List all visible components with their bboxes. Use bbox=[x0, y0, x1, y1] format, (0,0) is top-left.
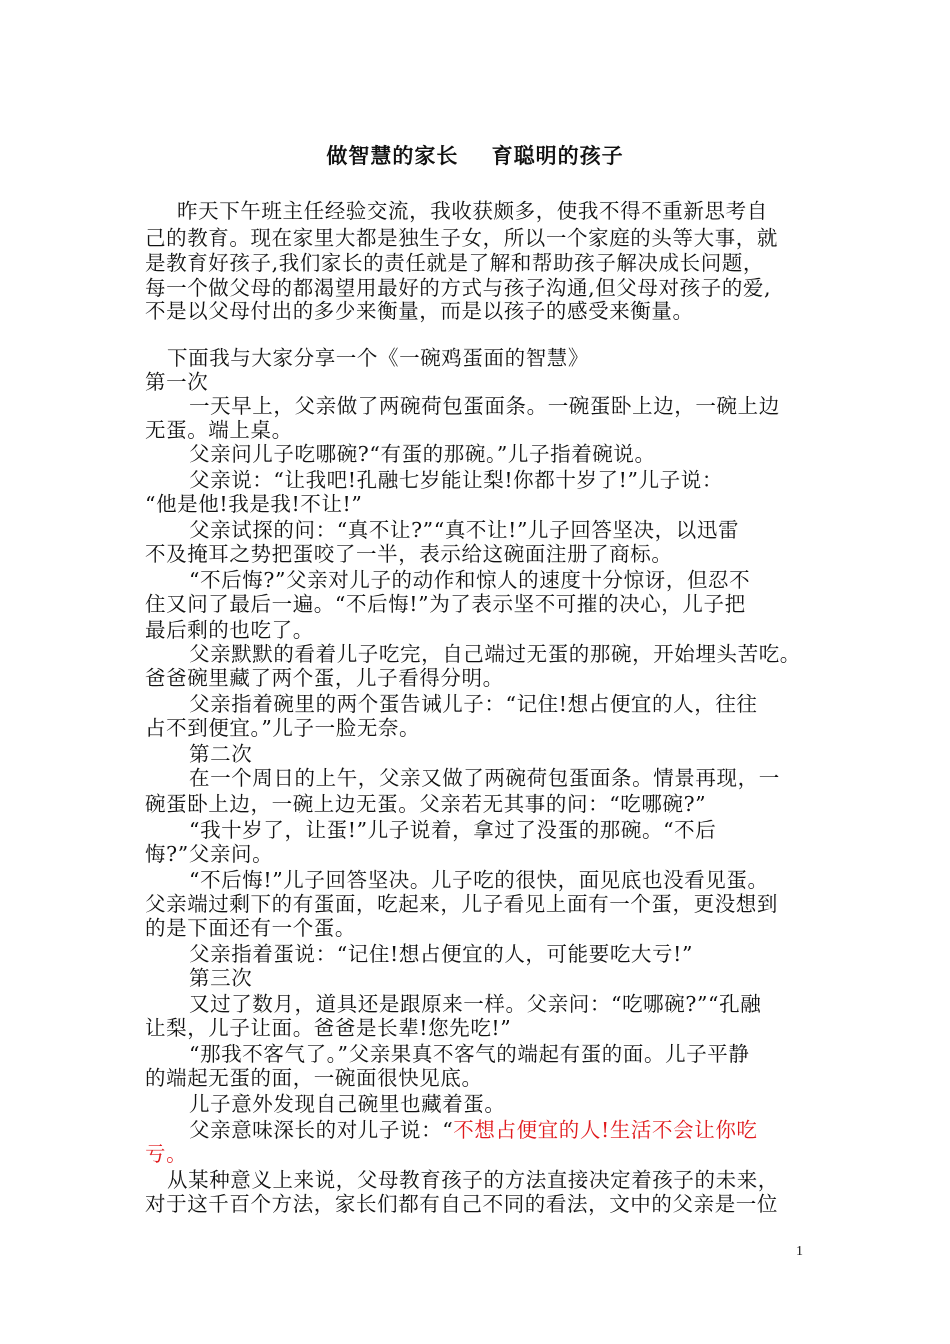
line-text: “不后悔!”儿子回答坚决。儿子吃的很快，面见底也没看见蛋。 bbox=[189, 868, 769, 892]
text-line bbox=[189, 942, 693, 966]
text-line bbox=[145, 492, 362, 516]
line-text: 父亲意味深长的对儿子说：“ bbox=[189, 1118, 454, 1142]
text-line bbox=[189, 468, 723, 492]
text-line bbox=[189, 818, 716, 842]
text-line bbox=[145, 418, 293, 442]
text-line bbox=[189, 766, 780, 790]
text-line bbox=[189, 868, 769, 892]
document-title: 做智慧的家长 育聪明的孩子 bbox=[326, 144, 624, 168]
text-line bbox=[145, 792, 706, 816]
text-line bbox=[145, 1192, 778, 1216]
line-text: 的是下面还有一个蛋。 bbox=[145, 916, 356, 940]
text-line bbox=[177, 199, 768, 223]
line-text: “他是他!我是我!不让!” bbox=[145, 492, 363, 516]
page-number: 1 bbox=[796, 1244, 803, 1259]
line-text: 己的教育。现在家里大都是独生子女，所以一个家庭的头等大事，就 bbox=[145, 226, 778, 250]
text-line bbox=[189, 692, 758, 716]
text-line bbox=[145, 299, 694, 323]
text-line bbox=[145, 542, 673, 566]
text-line bbox=[189, 518, 739, 542]
line-text: 不及掩耳之势把蛋咬了一半，表示给这碗面注册了商标。 bbox=[145, 542, 673, 566]
highlighted-text: 亏。 bbox=[145, 1142, 188, 1166]
text-line bbox=[145, 666, 504, 690]
line-text: 不是以父母付出的多少来衡量，而是以孩子的感受来衡量。 bbox=[145, 299, 694, 323]
text-line bbox=[189, 742, 252, 766]
line-text: 父亲指着蛋说：“记住!想占便宜的人，可能要吃大亏!” bbox=[189, 942, 694, 966]
text-line bbox=[189, 568, 750, 592]
line-text: 父亲默默的看着儿子吃完，自己端过无蛋的那碗，开始埋头苦吃。 bbox=[189, 642, 801, 666]
line-text: 在一个周日的上午，父亲又做了两碗荷包蛋面条。情景再现，一 bbox=[189, 766, 780, 790]
text-line bbox=[145, 842, 273, 866]
text-line bbox=[145, 1066, 483, 1090]
text-line bbox=[189, 394, 780, 418]
text-line bbox=[145, 370, 208, 394]
line-text: 下面我与大家分享一个《一碗鸡蛋面的智慧》 bbox=[167, 346, 589, 370]
line-text: 爸爸碗里藏了两个蛋，儿子看得分明。 bbox=[145, 666, 504, 690]
text-line bbox=[145, 716, 420, 740]
text-line bbox=[145, 618, 314, 642]
highlighted-text: 不想占便宜的人!生活不会让你吃 bbox=[453, 1118, 758, 1142]
line-text: 悔?”父亲问。 bbox=[145, 842, 274, 866]
text-line bbox=[145, 276, 771, 300]
text-line bbox=[167, 1168, 779, 1192]
line-text: 父亲说：“让我吧!孔融七岁能让梨!你都十岁了!”儿子说： bbox=[189, 468, 723, 492]
text-line bbox=[189, 442, 656, 466]
line-text: “那我不客气了。”父亲果真不客气的端起有蛋的面。儿子平静 bbox=[189, 1042, 750, 1066]
text-line bbox=[145, 592, 746, 616]
line-text: 每一个做父母的都渴望用最好的方式与孩子沟通,但父母对孩子的爱, bbox=[145, 276, 772, 300]
text-line bbox=[189, 1092, 506, 1116]
line-text: 碗蛋卧上边，一碗上边无蛋。父亲若无其事的问：“吃哪碗?” bbox=[145, 792, 707, 816]
line-text: 住又问了最后一遍。“不后悔!”为了表示坚不可摧的决心，儿子把 bbox=[145, 592, 746, 616]
text-line bbox=[167, 346, 589, 370]
text-line bbox=[145, 1142, 187, 1166]
line-text: 又过了数月，道具还是跟原来一样。父亲问：“吃哪碗?”“孔融 bbox=[189, 992, 762, 1016]
text-line bbox=[145, 916, 356, 940]
line-text: 让梨，儿子让面。爸爸是长辈!您先吃!” bbox=[145, 1016, 512, 1040]
line-text: 父亲端过剩下的有蛋面，吃起来，儿子看见上面有一个蛋，更没想到 bbox=[145, 892, 778, 916]
text-line bbox=[189, 966, 252, 990]
line-text: 占不到便宜。”儿子一脸无奈。 bbox=[145, 716, 421, 740]
text-line bbox=[145, 892, 778, 916]
line-text: 父亲指着碗里的两个蛋告诫儿子：“记住!想占便宜的人，往往 bbox=[189, 692, 758, 716]
line-text: 无蛋。端上桌。 bbox=[145, 418, 293, 442]
line-text: 最后剩的也吃了。 bbox=[145, 618, 314, 642]
line-text: 第一次 bbox=[145, 370, 209, 394]
text-line bbox=[145, 226, 778, 250]
line-text: “不后悔?”父亲对儿子的动作和惊人的速度十分惊讶，但忍不 bbox=[189, 568, 751, 592]
line-text: 是教育好孩子,我们家长的责任就是了解和帮助孩子解决成长问题， bbox=[145, 251, 765, 275]
line-text: 昨天下午班主任经验交流，我收获颇多，使我不得不重新思考自 bbox=[177, 199, 768, 223]
line-text: 的端起无蛋的面，一碗面很快见底。 bbox=[145, 1066, 483, 1090]
text-line bbox=[145, 251, 764, 275]
line-text: 对于这千百个方法，家长们都有自己不同的看法，文中的父亲是一位 bbox=[145, 1192, 778, 1216]
line-text: 第三次 bbox=[189, 966, 253, 990]
text-line bbox=[189, 992, 761, 1016]
text-line bbox=[189, 1118, 758, 1142]
text-line bbox=[189, 642, 801, 666]
line-text: 第二次 bbox=[189, 742, 253, 766]
text-line bbox=[189, 1042, 750, 1066]
line-text: “我十岁了，让蛋!”儿子说着，拿过了没蛋的那碗。“不后 bbox=[189, 818, 717, 842]
line-text: 儿子意外发现自己碗里也藏着蛋。 bbox=[189, 1092, 506, 1116]
line-text: 父亲试探的问：“真不让?”“真不让!”儿子回答坚决，以迅雷 bbox=[189, 518, 740, 542]
line-text: 父亲问儿子吃哪碗?“有蛋的那碗。”儿子指着碗说。 bbox=[189, 442, 656, 466]
line-text: 从某种意义上来说，父母教育孩子的方法直接决定着孩子的未来， bbox=[167, 1168, 779, 1192]
line-text: 一天早上，父亲做了两碗荷包蛋面条。一碗蛋卧上边，一碗上边 bbox=[189, 394, 780, 418]
text-line bbox=[145, 1016, 511, 1040]
